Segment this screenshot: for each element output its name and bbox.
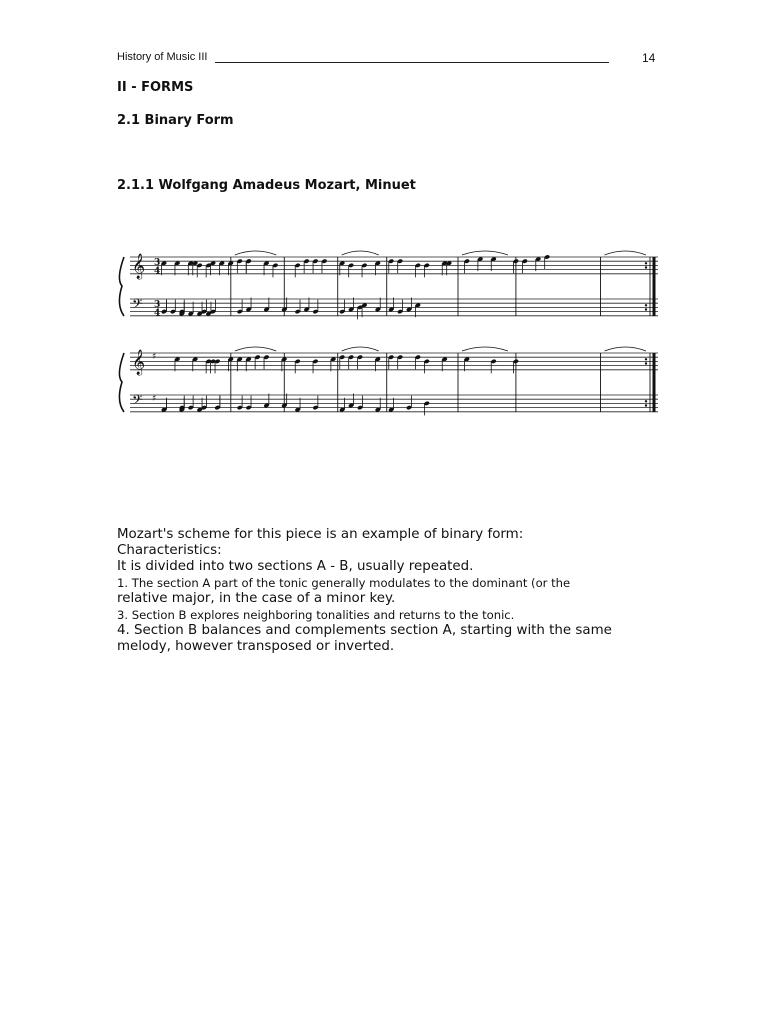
header-rule	[215, 62, 609, 63]
bass-clef: 𝄢	[132, 296, 143, 315]
point-4-line-b: melody, however transposed or inverted.	[117, 639, 395, 654]
staff-brace	[119, 257, 124, 316]
repeat-dot	[645, 266, 647, 268]
section-heading: 2.1 Binary Form	[117, 113, 234, 128]
page-number: 14	[642, 51, 656, 65]
repeat-dot	[645, 400, 647, 402]
repeat-dot	[645, 362, 647, 364]
slur	[462, 347, 508, 351]
point-divided: It is divided into two sections A - B, usually repeated.	[117, 559, 474, 574]
time-signature-bottom: 4	[154, 266, 161, 277]
point-3: 3. Section B explores neighboring tonalities and returns to the tonic.	[117, 608, 515, 622]
slur	[605, 347, 646, 351]
part-heading: II - FORMS	[117, 80, 194, 95]
characteristics-label: Characteristics:	[117, 543, 222, 558]
slur	[462, 251, 508, 255]
slur	[235, 347, 276, 351]
slur	[342, 251, 379, 255]
bass-clef: 𝄢	[132, 392, 143, 411]
point-4-line-a: 4. Section B balances and complements section A, starting with the same	[117, 623, 612, 638]
time-signature-bottom: 4	[154, 308, 161, 319]
music-score	[110, 240, 662, 430]
body-text	[117, 527, 657, 655]
key-accidental: ♯	[152, 352, 157, 362]
slur	[342, 347, 379, 351]
key-accidental: ♯	[152, 394, 157, 404]
subsection-heading: 2.1.1 Wolfgang Amadeus Mozart, Minuet	[117, 178, 416, 193]
repeat-dot	[645, 304, 647, 306]
point-1-line-b: relative major, in the case of a minor key.	[117, 591, 396, 606]
repeat-dot	[645, 358, 647, 360]
repeat-dot	[645, 262, 647, 264]
time-signature-top: 3	[154, 300, 161, 310]
treble-clef: 𝄞	[132, 350, 146, 375]
treble-clef: 𝄞	[132, 254, 146, 279]
intro-line: Mozart's scheme for this piece is an example of binary form:	[117, 527, 524, 542]
point-1-line-a: 1. The section A part of the tonic generally modulates to the dominant (or the	[117, 576, 571, 590]
repeat-dot	[645, 404, 647, 406]
slur	[605, 251, 646, 255]
repeat-dot	[645, 308, 647, 310]
staff-brace	[119, 353, 124, 412]
time-signature-top: 3	[154, 258, 161, 268]
slur	[235, 251, 276, 255]
course-title: History of Music III	[117, 51, 208, 63]
